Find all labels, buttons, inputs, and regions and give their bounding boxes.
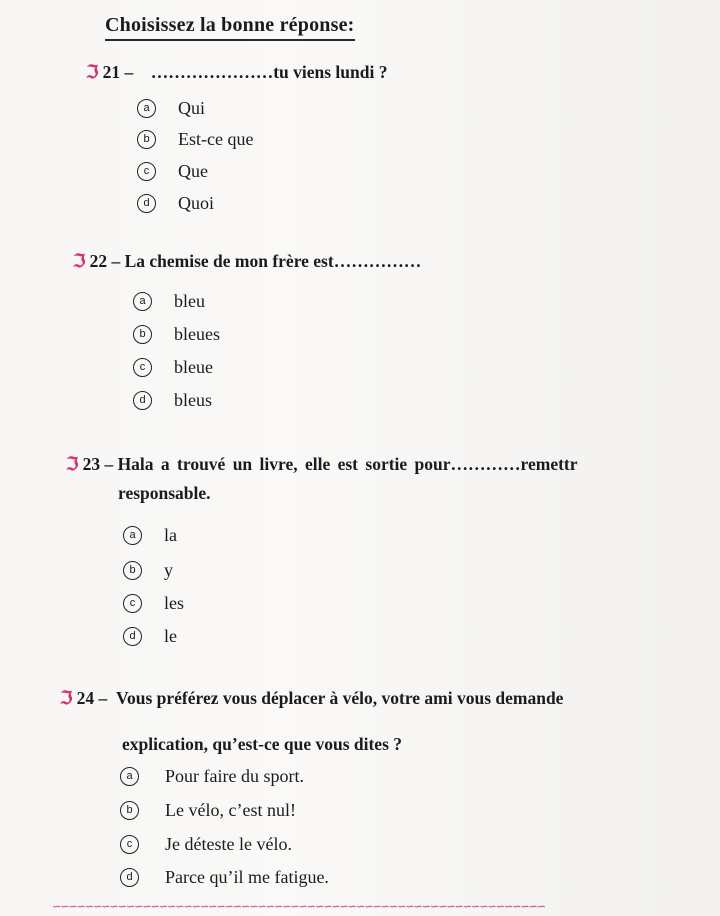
option-label: Parce qu’il me fatigue. (165, 867, 329, 887)
question-number: 22 – (89, 251, 121, 271)
question-number: 24 – (76, 688, 108, 708)
option-24-b[interactable] (120, 800, 296, 821)
option-label: bleue (174, 357, 213, 377)
option-letter-a: a (123, 526, 142, 545)
question-22 (73, 251, 421, 272)
option-22-d[interactable] (133, 390, 212, 411)
question-21 (86, 62, 387, 83)
option-label: bleu (174, 291, 205, 311)
scroll-ornament-icon: ℑ (66, 454, 79, 474)
scroll-ornament-icon: ℑ (86, 62, 99, 82)
option-label: bleues (174, 324, 220, 344)
option-letter-c: c (123, 594, 142, 613)
option-label: Le vélo, c’est nul! (165, 800, 296, 820)
option-label: le (164, 626, 177, 646)
option-23-a[interactable] (123, 525, 177, 546)
question-text: La chemise de mon frère est…………… (124, 251, 422, 271)
option-label: Je déteste le vélo. (165, 834, 292, 854)
option-letter-a: a (137, 99, 156, 118)
question-number: 21 – (102, 62, 134, 82)
option-21-b[interactable] (137, 129, 253, 150)
option-label: Que (178, 161, 208, 181)
question-23 (66, 454, 720, 475)
option-letter-c: c (120, 835, 139, 854)
option-letter-b: b (123, 561, 142, 580)
option-label: Est-ce que (178, 129, 254, 149)
option-letter-d: d (137, 194, 156, 213)
option-23-b[interactable] (123, 560, 173, 581)
option-22-c[interactable] (133, 357, 213, 378)
option-letter-a: a (133, 292, 152, 311)
question-24 (60, 688, 720, 709)
option-letter-d: d (123, 627, 142, 646)
option-letter-b: b (137, 130, 156, 149)
option-letter-d: d (133, 391, 152, 410)
option-letter-b: b (133, 325, 152, 344)
option-22-a[interactable] (133, 291, 205, 312)
page-title: Choisissez la bonne réponse: (105, 14, 355, 41)
option-24-a[interactable] (120, 766, 304, 787)
option-label: bleus (174, 390, 212, 410)
option-label: la (164, 525, 177, 545)
option-21-a[interactable] (137, 98, 205, 119)
question-text-line1: Hala a trouvé un livre, elle est sortie pour…………remettr (117, 454, 578, 474)
question-text: …………………tu viens lundi ? (150, 62, 388, 82)
option-21-d[interactable] (137, 193, 214, 214)
option-letter-b: b (120, 801, 139, 820)
option-label: Quoi (178, 193, 214, 213)
option-label: Pour faire du sport. (165, 766, 304, 786)
option-22-b[interactable] (133, 324, 220, 345)
question-24-line2: explication, qu’est-ce que vous dites ? (122, 734, 402, 754)
scroll-ornament-icon: ℑ (60, 688, 73, 708)
question-text-line1: Vous préférez vous déplacer à vélo, votre ami vous demande (115, 688, 564, 708)
option-23-d[interactable] (123, 626, 177, 647)
option-label: les (164, 593, 184, 613)
option-24-d[interactable] (120, 867, 329, 888)
option-letter-d: d (120, 868, 139, 887)
option-letter-c: c (137, 162, 156, 181)
option-letter-c: c (133, 358, 152, 377)
option-label: y (164, 560, 173, 580)
option-21-c[interactable] (137, 161, 208, 182)
question-23-line2: responsable. (118, 483, 211, 503)
option-23-c[interactable] (123, 593, 184, 614)
question-number: 23 – (82, 454, 114, 474)
decorative-border: ∽∽∽∽∽∽∽∽∽∽∽∽∽∽∽∽∽∽∽∽∽∽∽∽∽∽∽∽∽∽∽∽∽∽∽∽∽∽∽∽∽∽∽∽∽∽∽∽∽∽∽∽∽∽∽∽∽∽∽∽ (52, 900, 546, 913)
option-label: Qui (178, 98, 205, 118)
option-24-c[interactable] (120, 834, 292, 855)
scroll-ornament-icon: ℑ (73, 251, 86, 271)
option-letter-a: a (120, 767, 139, 786)
